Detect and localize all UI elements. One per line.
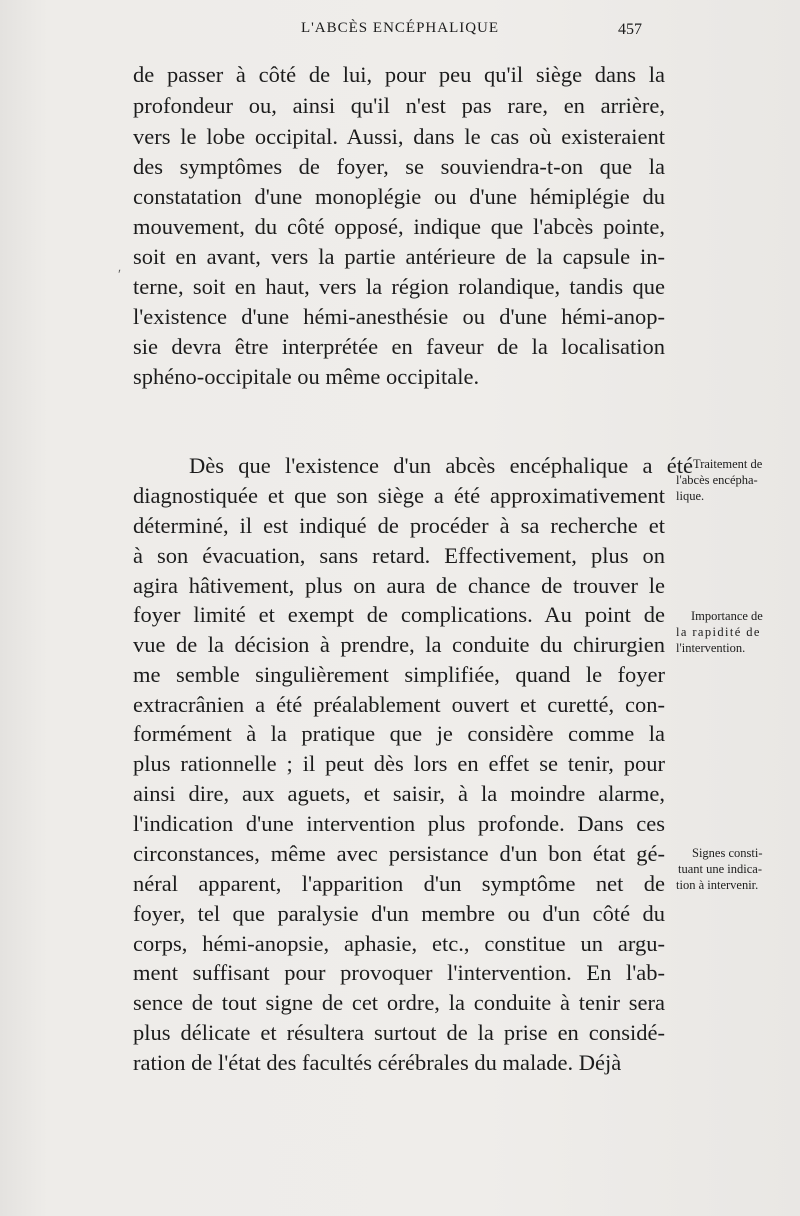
margin-note-line: la rapidité de: [676, 625, 761, 639]
text-line: sence de tout signe de cet ordre, la conduite à tenir sera: [133, 990, 665, 1015]
text-line: ment suffisant pour provoquer l'intervention. En l'ab-: [133, 960, 665, 985]
text-line: me semble singulièrement simplifiée, quand le foyer: [133, 662, 665, 687]
text-line: constatation d'une monoplégie ou d'une hémiplégie du: [133, 184, 665, 209]
text-line: extracrânien a été préalablement ouvert et curetté, con-: [133, 692, 665, 717]
stray-mark: ʹ: [118, 268, 122, 283]
margin-note-line: lique.: [676, 489, 705, 503]
text-line: ainsi dire, aux aguets, et saisir, à la moindre alarme,: [133, 781, 665, 806]
text-line: des symptômes de foyer, se souviendra-t-on que la: [133, 154, 665, 179]
margin-note-line: Signes consti-: [692, 846, 763, 860]
text-line: sie devra être interprétée en faveur de la localisation: [133, 334, 665, 359]
text-line: néral apparent, l'apparition d'un symptôme net de: [133, 871, 665, 896]
text-line: de passer à côté de lui, pour peu qu'il siège dans la: [133, 62, 665, 87]
running-header-title: L'ABCÈS ENCÉPHALIQUE: [300, 20, 500, 36]
text-line: mouvement, du côté opposé, indique que l'abcès pointe,: [133, 214, 665, 239]
text-line: foyer limité et exempt de complications. Au point de: [133, 602, 665, 627]
text-line: sphéno-occipitale ou même occipitale.: [133, 364, 480, 389]
text-line: formément à la pratique que je considère comme la: [133, 721, 665, 746]
text-line: circonstances, même avec persistance d'un bon état gé-: [133, 841, 665, 866]
text-line: profondeur ou, ainsi qu'il n'est pas rare, en arrière,: [133, 93, 665, 118]
text-line: plus rationnelle ; il peut dès lors en effet se tenir, pour: [133, 751, 665, 776]
text-line: terne, soit en haut, vers la région rolandique, tandis que: [133, 274, 665, 299]
text-line: déterminé, il est indiqué de procéder à sa recherche et: [133, 513, 665, 538]
text-line: soit en avant, vers la partie antérieure de la capsule in-: [133, 244, 665, 269]
text-line: Dès que l'existence d'un abcès encéphalique a été: [189, 453, 693, 478]
margin-note-line: tion à intervenir.: [676, 878, 759, 892]
text-line: plus délicate et résultera surtout de la prise en considé-: [133, 1020, 665, 1045]
text-line: l'indication d'une intervention plus profonde. Dans ces: [133, 811, 665, 836]
page-number: 457: [618, 21, 642, 38]
text-line: vue de la décision à prendre, la conduite du chirurgien: [133, 632, 665, 657]
margin-note-line: Traitement de: [693, 457, 763, 471]
text-line: diagnostiquée et que son siège a été approximativement: [133, 483, 665, 508]
text-line: vers le lobe occipital. Aussi, dans le cas où existeraient: [133, 124, 665, 149]
margin-note-line: l'abcès encépha-: [676, 473, 758, 487]
margin-note-line: tuant une indica-: [678, 862, 762, 876]
text-line: corps, hémi-anopsie, aphasie, etc., constitue un argu-: [133, 931, 665, 956]
text-line: à son évacuation, sans retard. Effectivement, plus on: [133, 543, 665, 568]
margin-note-line: l'intervention.: [676, 641, 746, 655]
text-line: foyer, tel que paralysie d'un membre ou d'un côté du: [133, 901, 665, 926]
margin-note-line: Importance de: [691, 609, 763, 623]
text-line: agira hâtivement, plus on aura de chance de trouver le: [133, 573, 665, 598]
text-line: ration de l'état des facultés cérébrales du malade. Déjà: [133, 1050, 622, 1075]
text-line: l'existence d'une hémi-anesthésie ou d'une hémi-anop-: [133, 304, 665, 329]
